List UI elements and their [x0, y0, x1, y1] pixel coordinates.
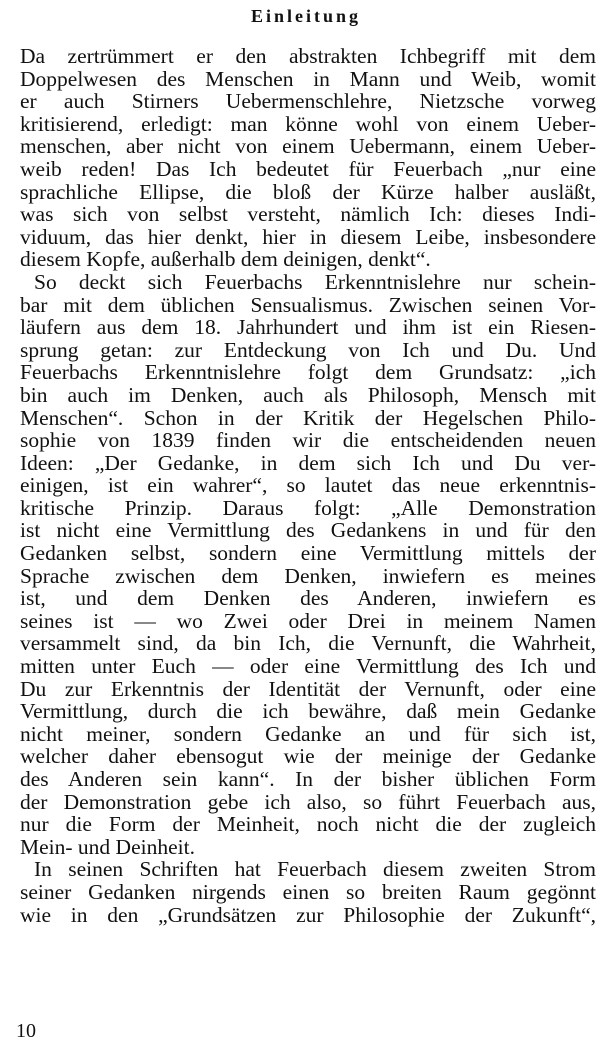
- text-line: weib reden! Das Ich bedeutet für Feuerbach „nur eine: [20, 156, 596, 181]
- text-line: der Demonstration gebe ich also, so führt Feuerbach aus,: [20, 789, 596, 814]
- text-line: diesem Kopfe, außerhalb dem deinigen, denkt“.: [20, 247, 431, 272]
- text-line: In seinen Schriften hat Feuerbach diesem zweiten Strom: [34, 857, 596, 882]
- text-line: nur die Form der Meinheit, noch nicht die der zugleich: [20, 812, 596, 837]
- running-head: Einleitung: [250, 6, 362, 26]
- text-line: was sich von selbst versteht, nämlich Ich: dieses Indi-: [20, 202, 596, 227]
- text-line: wie in den „Grundsätzen zur Philosophie der Zukunft“,: [20, 902, 596, 927]
- text-line: Da zertrümmert er den abstrakten Ichbegriff mit dem: [20, 44, 596, 68]
- text-line: bin auch im Denken, auch als Philosoph, Mensch mit: [20, 382, 596, 407]
- text-line: Gedanken selbst, sondern eine Vermittlung mittels der: [20, 541, 596, 566]
- text-line: versammelt sind, da bin Ich, die Vernunft, die Wahrheit,: [20, 631, 596, 656]
- text-line: bar mit dem üblichen Sensualismus. Zwischen seinen Vor-: [20, 292, 596, 317]
- text-line: Ideen: „Der Gedanke, in dem sich Ich und Du ver-: [20, 450, 596, 475]
- text-line: nicht meiner, sondern Gedanke an und für sich ist,: [20, 721, 596, 746]
- text-line: seines ist — wo Zwei oder Drei in meinem Namen: [20, 608, 596, 633]
- text-line: welcher daher ebensogut wie der meinige der Gedanke: [20, 744, 596, 769]
- text-line: sprung getan: zur Entdeckung von Ich und Du. Und: [20, 337, 596, 362]
- text-line: mitten unter Euch — oder eine Vermittlung des Ich und: [20, 654, 596, 679]
- text-line: sprachliche Ellipse, die bloß der Kürze halber ausläßt,: [20, 179, 596, 204]
- text-line: Sprache zwischen dem Denken, inwiefern es meines: [20, 563, 596, 588]
- text-line: sophie von 1839 finden wir die entscheidenden neuen: [20, 428, 596, 453]
- text-line: er auch Stirners Uebermenschlehre, Nietzsche vorweg: [20, 89, 596, 114]
- text-line: des Anderen sein kann“. In der bisher üblichen Form: [20, 767, 596, 791]
- page-number: 10: [16, 1020, 36, 1042]
- text-line: Mein- und Deinheit.: [20, 834, 195, 859]
- text-line: So deckt sich Feuerbachs Erkenntnislehre nur schein-: [34, 269, 596, 294]
- text-line: Vermittlung, durch die ich bewähre, daß mein Gedanke: [20, 699, 596, 724]
- text-line: kritische Prinzip. Daraus folgt: „Alle Demonstration: [20, 495, 596, 520]
- text-line: Doppelwesen des Menschen in Mann und Weib, womit: [20, 66, 596, 91]
- text-line: ist, und dem Denken des Anderen, inwiefern es: [20, 586, 596, 611]
- text-line: Du zur Erkenntnis der Identität der Vernunft, oder eine: [20, 676, 596, 701]
- text-line: seiner Gedanken nirgends einen so breiten Raum gegönnt: [20, 879, 596, 904]
- text-line: Feuerbachs Erkenntnislehre folgt dem Grundsatz: „ich: [20, 360, 596, 385]
- text-line: einigen, ist ein wahrer“, so lautet das neue erkenntnis-: [20, 473, 596, 498]
- text-line: viduum, das hier denkt, hier in diesem Leibe, insbesondere: [20, 224, 596, 249]
- text-line: ist nicht eine Vermittlung des Gedankens in und für den: [20, 518, 596, 543]
- text-line: läufern aus dem 18. Jahrhundert und ihm ist ein Riesen-: [20, 315, 596, 340]
- body-text: [20, 45, 596, 926]
- text-line: kritisierend, erledigt: man könne wohl von einem Ueber-: [20, 111, 596, 136]
- text-line: menschen, aber nicht von einem Uebermann, einem Ueber-: [20, 134, 596, 159]
- text-line: Menschen“. Schon in der Kritik der Hegelschen Philo-: [20, 405, 596, 430]
